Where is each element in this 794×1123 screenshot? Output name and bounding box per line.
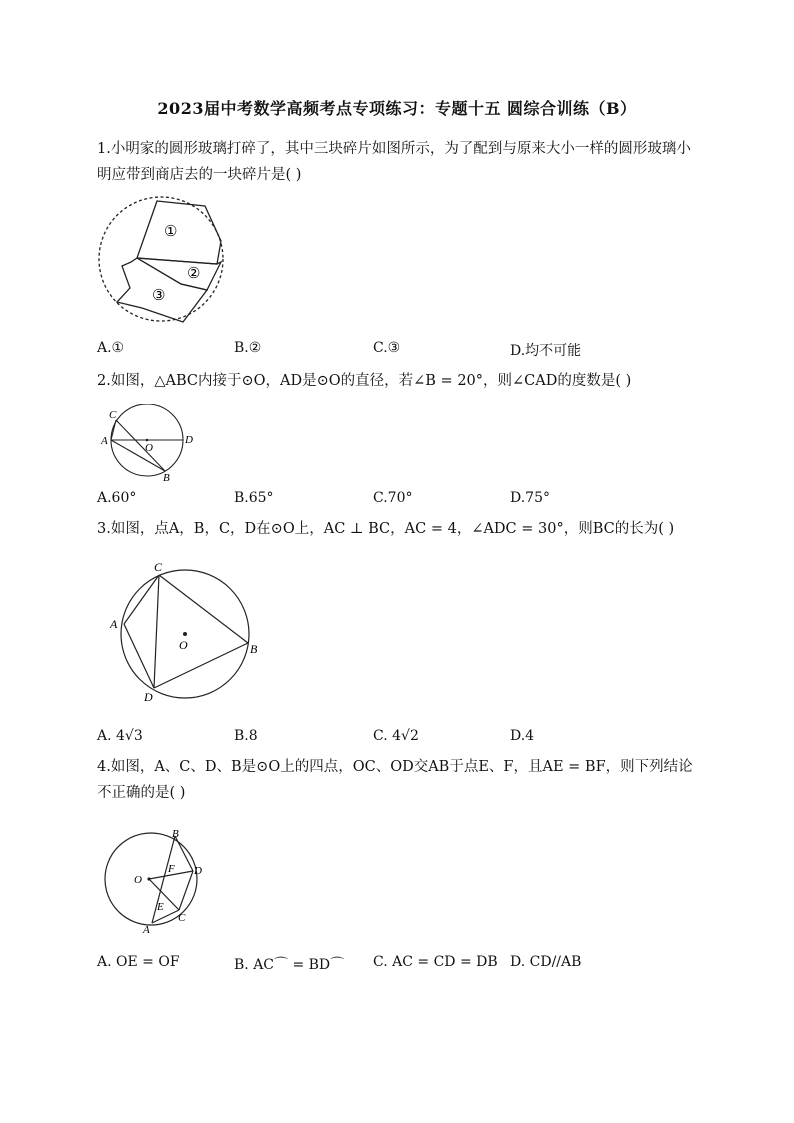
option-b[interactable]: B. AC⌒ = BD⌒ bbox=[234, 957, 345, 973]
point-b-label: B bbox=[163, 472, 170, 484]
option-c[interactable]: C. 4√2 bbox=[373, 728, 419, 744]
question-1-figure bbox=[97, 196, 227, 326]
piece-2-label: ② bbox=[187, 266, 201, 282]
point-o-label: O bbox=[179, 638, 188, 652]
option-b[interactable]: B.8 bbox=[234, 728, 258, 744]
question-3-options bbox=[97, 728, 697, 750]
option-c[interactable]: C.70° bbox=[373, 490, 413, 506]
point-a-label: A bbox=[101, 435, 108, 447]
question-3 bbox=[97, 516, 697, 542]
question-3-figure bbox=[97, 558, 267, 708]
option-d[interactable]: D.4 bbox=[510, 728, 535, 744]
piece-1-label: ① bbox=[164, 224, 178, 240]
point-a-label: A bbox=[110, 617, 118, 631]
point-f-label: F bbox=[168, 863, 175, 875]
question-1-options bbox=[97, 340, 697, 362]
point-d-label: D bbox=[194, 865, 202, 877]
point-e-label: E bbox=[157, 901, 164, 913]
option-a[interactable]: A.60° bbox=[97, 490, 137, 506]
question-1 bbox=[97, 136, 697, 188]
point-d-label: D bbox=[144, 690, 153, 704]
option-c[interactable]: C. AC = CD = DB bbox=[373, 954, 498, 970]
option-d[interactable]: D.75° bbox=[510, 490, 550, 506]
point-d-label: D bbox=[185, 434, 193, 446]
question-4-options bbox=[97, 954, 697, 976]
point-b-label: B bbox=[250, 642, 258, 656]
point-o-label: O bbox=[134, 874, 142, 886]
option-a[interactable]: A.① bbox=[97, 340, 125, 356]
option-d[interactable]: D. CD//AB bbox=[510, 954, 582, 970]
point-a-label: A bbox=[143, 924, 150, 936]
question-2 bbox=[97, 368, 697, 394]
question-2-options bbox=[97, 490, 697, 512]
point-c-label: C bbox=[178, 912, 186, 924]
point-c-label: C bbox=[154, 560, 163, 574]
option-a[interactable]: A. 4√3 bbox=[97, 728, 143, 744]
option-d[interactable]: D.均不可能 bbox=[510, 343, 582, 359]
piece-3-label: ③ bbox=[152, 288, 166, 304]
option-c[interactable]: C.③ bbox=[373, 340, 401, 356]
question-4-text: 4.如图，A、C、D、B是⊙O上的四点，OC、OD交AB于点E、F，且AE = BF，则下列结论不正确的是( ) bbox=[97, 759, 693, 801]
point-c-label: C bbox=[109, 409, 117, 421]
option-b[interactable]: B.65° bbox=[234, 490, 274, 506]
page-title: 2023届中考数学高频考点专项练习：专题十五 圆综合训练（B） bbox=[157, 99, 637, 118]
point-b-label: B bbox=[172, 828, 179, 840]
question-1-text: 1.小明家的圆形玻璃打碎了，其中三块碎片如图所示，为了配到与原来大小一样的圆形玻璃小明应带到商店去的一块碎片是( ) bbox=[97, 141, 691, 183]
option-b[interactable]: B.② bbox=[234, 340, 262, 356]
question-4-figure bbox=[97, 826, 217, 938]
question-3-text: 3.如图，点A，B，C，D在⊙O上，AC ⊥ BC，AC = 4，∠ADC = 30°，则BC的长为( ) bbox=[97, 521, 675, 537]
question-4 bbox=[97, 754, 697, 806]
question-2-text: 2.如图，△ABC内接于⊙O，AD是⊙O的直径，若∠B = 20°，则∠CAD的度数是( ) bbox=[97, 373, 632, 389]
option-a[interactable]: A. OE = OF bbox=[97, 954, 180, 970]
question-2-figure bbox=[97, 404, 207, 484]
point-o-label: O bbox=[145, 442, 153, 454]
